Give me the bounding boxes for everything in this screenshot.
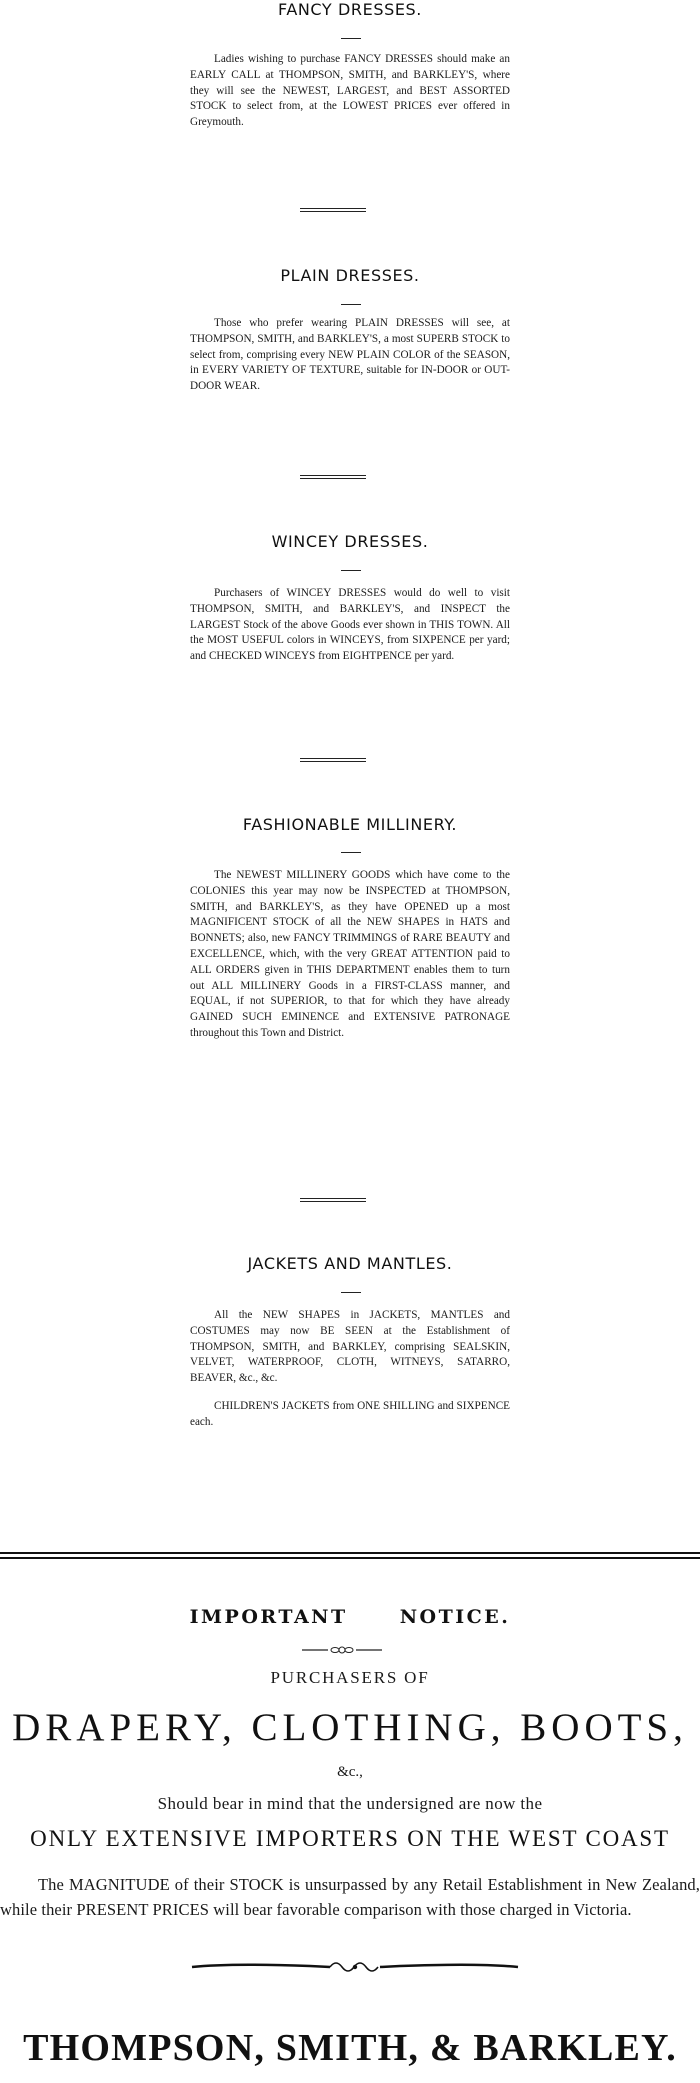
notice-goods: DRAPERY, CLOTHING, BOOTS,: [12, 1706, 688, 1749]
title-dash: [341, 38, 361, 39]
ornament-flourish-icon: [302, 1644, 382, 1656]
paragraph: The MAGNITUDE of their STOCK is unsurpassed by any Retail Establishment in New Zealand, while their PRESENT PRICES will bear favorable comparison with those charged in Victoria.: [0, 1875, 700, 1919]
section-divider: [300, 1198, 366, 1202]
paragraph: All the NEW SHAPES in JACKETS, MANTLES and COSTUMES may now BE SEEN at the Establishment of THOMPSON, SMITH, and BARKLEY, comprising SEALSKIN, VELVET, WATERPROOF, CLOTH, WITNEYS, SATARRO, BEAVER, &c., &c.: [190, 1309, 510, 1385]
paragraph: Ladies wishing to purchase FANCY DRESSES should make an EARLY CALL at THOMPSON, SMITH, and BARKLEY'S, where they will see the NEWEST, LARGEST, and BEST ASSORTED STOCK to select from, at the LOWEST PRICES ever offered in Greymouth.: [190, 53, 510, 129]
paragraph: The NEWEST MILLINERY GOODS which have come to the COLONIES this year may now be INSPECTED at THOMPSON, SMITH, and BARKLEY'S, as they have OPENED up a most MAGNIFICENT STOCK of all the NEW SHAPES in HATS and BONNETS; also, new FANCY TRIMMINGS of RARE BEAUTY and EXCELLENCE, which, with the very GREAT ATTENTION paid to ALL ORDERS given in THIS DEPARTMENT enables them to turn out ALL MILLINERY Goods in a FIRST-CLASS manner, and EQUAL, if not SUPERIOR, to that for which they have already GAINED SUCH EMINENCE and EXTENSIVE PATRONAGE throughout this Town and District.: [190, 869, 510, 1039]
section-title-wincey-dresses: WINCEY DRESSES.: [271, 532, 429, 551]
section-title-plain-dresses: PLAIN DRESSES.: [280, 266, 420, 285]
paragraph: CHILDREN'S JACKETS from ONE SHILLING and SIXPENCE each.: [190, 1399, 510, 1428]
page-divider-top: [0, 1552, 700, 1554]
notice-title-word: NOTICE.: [399, 1606, 511, 1628]
section-body-fancy-dresses: [190, 52, 510, 131]
title-dash: [341, 852, 361, 853]
paragraph: Purchasers of WINCEY DRESSES would do well to visit THOMPSON, SMITH, and BARKLEY'S, and INSPECT the LARGEST Stock of the above Goods ever shown in THIS TOWN. All the MOST USEFUL colors in WINCEYS, from SIXPENCE per yard; and CHECKED WINCEYS from EIGHTPENCE per yard.: [190, 587, 510, 663]
notice-title-word: IMPORTANT: [189, 1606, 348, 1628]
section-title-jackets-and-mantles: JACKETS AND MANTLES.: [247, 1254, 453, 1273]
page-divider-bottom: [0, 1557, 700, 1559]
section-divider: [300, 758, 366, 762]
section-divider: [300, 208, 366, 212]
title-dash: [341, 304, 361, 305]
section-body-fashionable-millinery: [190, 868, 510, 1042]
notice-importers: ONLY EXTENSIVE IMPORTERS ON THE WEST COAST: [30, 1826, 670, 1851]
notice-etc: &c.,: [337, 1764, 363, 1780]
notice-bear-in-mind: Should bear in mind that the undersigned are now the: [157, 1794, 543, 1813]
section-title-fashionable-millinery: FASHIONABLE MILLINERY.: [242, 815, 458, 834]
section-title-fancy-dresses: FANCY DRESSES.: [277, 0, 422, 19]
firm-name: THOMPSON, SMITH, & BARKLEY.: [23, 2027, 677, 2069]
title-dash: [341, 1292, 361, 1293]
title-dash: [341, 570, 361, 571]
section-divider: [300, 475, 366, 479]
section-body-plain-dresses: [190, 316, 510, 395]
paragraph: Those who prefer wearing PLAIN DRESSES will see, at THOMPSON, SMITH, and BARKLEY'S, a most SUPERB STOCK to select from, comprising every NEW PLAIN COLOR of the SEASON, in EVERY VARIETY OF TEXTURE, suitable for IN-DOOR or OUT-DOOR WEAR.: [190, 317, 510, 393]
section-body-wincey-dresses: [190, 586, 510, 665]
notice-purchasers: PURCHASERS OF: [270, 1668, 430, 1687]
ornament-scroll-icon: [190, 1957, 520, 1977]
notice-title: [0, 1606, 700, 1628]
section-body-jackets-and-mantles: [190, 1308, 510, 1431]
notice-magnitude: [0, 1872, 700, 1922]
